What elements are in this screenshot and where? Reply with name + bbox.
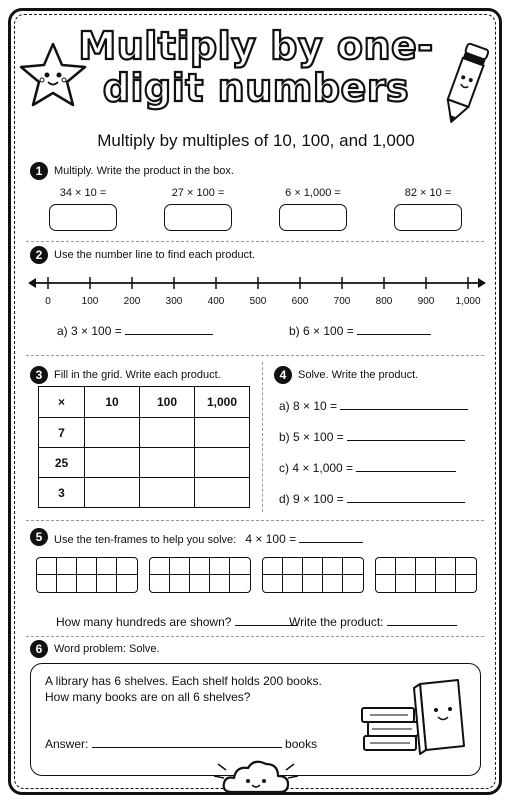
tick-label: 800 [375, 296, 393, 307]
ten-frame [375, 557, 477, 593]
tick-label: 600 [291, 296, 309, 307]
word-problem-line-2: How many books are on all 6 shelves? [45, 690, 251, 704]
divider [26, 241, 484, 242]
hundreds-question [56, 614, 297, 629]
answer-blank[interactable] [347, 491, 465, 503]
grid-cell[interactable] [140, 478, 195, 508]
solve-text: c) 4 × 1,000 = [279, 461, 354, 475]
section-4-number: 4 [274, 366, 292, 384]
tick-label: 200 [123, 296, 141, 307]
product-question [289, 614, 457, 629]
problem-1: 34 × 10 = [59, 187, 107, 199]
solve-text: a) 8 × 10 = [279, 399, 338, 413]
grid-row-label: 3 [39, 478, 85, 508]
word-problem-line-1: A library has 6 shelves. Each shelf holds 200 books. [45, 674, 322, 688]
answer-box-4[interactable] [394, 204, 462, 231]
section-4-instruction: Solve. Write the product. [298, 369, 419, 381]
answer-blank[interactable] [235, 614, 297, 626]
section-1-instruction: Multiply. Write the product in the box. [54, 165, 234, 177]
ten-frame-divider [37, 574, 137, 575]
tick-label: 400 [207, 296, 225, 307]
problem-2: 27 × 100 = [171, 187, 225, 199]
tick-label: 1,000 [455, 296, 481, 307]
vertical-divider [262, 362, 263, 512]
solve-text: b) 5 × 100 = [279, 430, 344, 444]
grid-cell[interactable] [85, 448, 140, 478]
problem-3: 6 × 1,000 = [285, 187, 341, 199]
right-arrow-icon [478, 278, 486, 288]
section-3-instruction: Fill in the grid. Write each product. [54, 369, 221, 381]
answer-box-2[interactable] [164, 204, 232, 231]
answer-box-1[interactable] [49, 204, 117, 231]
answer-box-3[interactable] [279, 204, 347, 231]
grid-cell[interactable] [85, 418, 140, 448]
books-icon [358, 678, 474, 758]
answer-blank[interactable] [356, 460, 456, 472]
answer-blank[interactable] [347, 429, 465, 441]
hundreds-question-text: How many hundreds are shown? [56, 615, 232, 629]
grid-header-cell: 100 [140, 387, 195, 418]
tick-label: 0 [45, 296, 51, 307]
ten-frame [262, 557, 364, 593]
tick-label: 300 [165, 296, 183, 307]
answer-unit: books [285, 737, 318, 751]
answer-blank[interactable] [125, 323, 213, 335]
answer-blank[interactable] [387, 614, 457, 626]
ten-frame [36, 557, 138, 593]
answer-blank[interactable] [357, 323, 431, 335]
subtitle: Multiply by multiples of 10, 100, and 1,000 [97, 131, 415, 150]
grid-cell[interactable] [85, 478, 140, 508]
divider [26, 636, 484, 637]
solve-item-d [279, 491, 465, 506]
divider [26, 355, 484, 356]
grid-cell[interactable] [195, 448, 250, 478]
section-1-number: 1 [30, 162, 48, 180]
ten-frame-divider [376, 574, 476, 575]
numline-question-a [57, 323, 213, 338]
answer-row [45, 736, 317, 751]
section-5-number: 5 [30, 528, 48, 546]
answer-blank[interactable] [92, 736, 282, 748]
section-5-instruction: Use the ten-frames to help you solve: [54, 534, 237, 546]
grid-header-corner: × [39, 387, 85, 418]
solve-item-c [279, 460, 456, 475]
multiplication-grid [38, 386, 250, 508]
number-line [26, 272, 488, 292]
cloud-mascot-icon [210, 752, 302, 798]
tick-label: 500 [249, 296, 267, 307]
section-6-instruction: Word problem: Solve. [54, 643, 160, 655]
grid-row-label: 25 [39, 448, 85, 478]
product-question-text: Write the product: [289, 615, 384, 629]
grid-header-cell: 1,000 [195, 387, 250, 418]
numline-question-b [289, 323, 431, 338]
grid-cell[interactable] [140, 448, 195, 478]
answer-blank[interactable] [299, 531, 363, 543]
grid-cell[interactable] [140, 418, 195, 448]
answer-label: Answer: [45, 737, 89, 751]
section-3-number: 3 [30, 366, 48, 384]
answer-blank[interactable] [340, 398, 468, 410]
solve-item-a [279, 398, 468, 413]
ten-frame [149, 557, 251, 593]
grid-row-label: 7 [39, 418, 85, 448]
problem-4: 82 × 10 = [404, 187, 452, 199]
left-arrow-icon [28, 278, 36, 288]
section-5-equation: 4 × 100 = [245, 532, 297, 546]
question-a-text: a) 3 × 100 = [57, 324, 122, 338]
ten-frame-divider [263, 574, 363, 575]
divider [26, 520, 484, 521]
grid-cell[interactable] [195, 418, 250, 448]
section-2-number: 2 [30, 246, 48, 264]
grid-header-cell: 10 [85, 387, 140, 418]
title-line-2: digit numbers [102, 66, 410, 110]
tick-label: 100 [81, 296, 99, 307]
tick-label: 900 [417, 296, 435, 307]
tick-label: 700 [333, 296, 351, 307]
title-line-1: Multiply by one- [78, 24, 434, 68]
section-5-instruction-row [54, 531, 363, 546]
question-b-text: b) 6 × 100 = [289, 324, 354, 338]
solve-item-b [279, 429, 465, 444]
ten-frame-divider [150, 574, 250, 575]
grid-cell[interactable] [195, 478, 250, 508]
section-6-number: 6 [30, 640, 48, 658]
section-2-instruction: Use the number line to find each product. [54, 249, 256, 261]
solve-text: d) 9 × 100 = [279, 492, 344, 506]
